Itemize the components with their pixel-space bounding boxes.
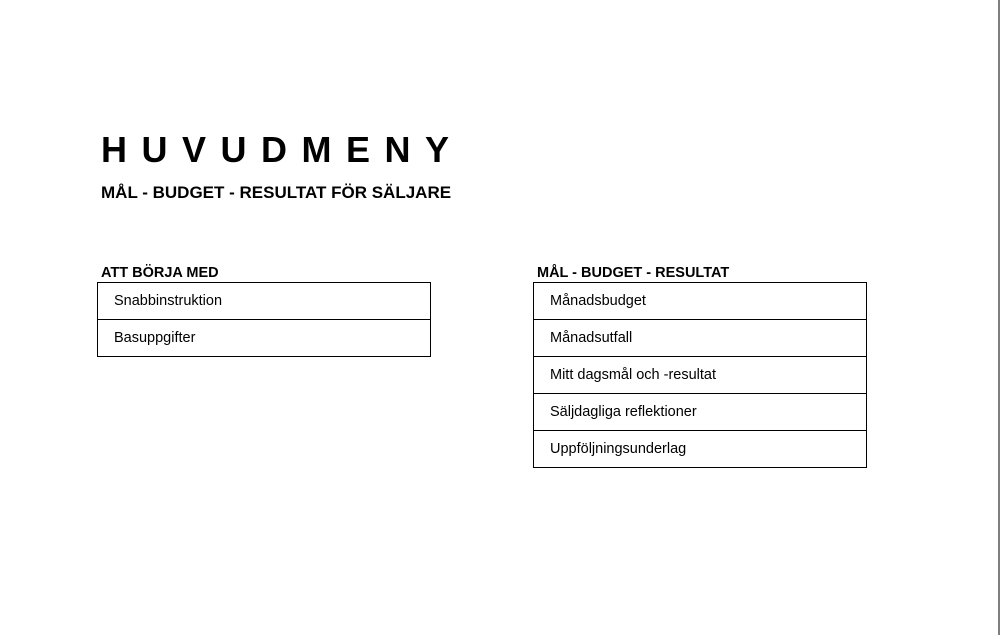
menu-item-mitt-dagsmal[interactable]: Mitt dagsmål och -resultat [534,356,866,393]
menu-item-manadsutfall[interactable]: Månadsutfall [534,319,866,356]
menu-list-getting-started [97,282,431,357]
section-goal-budget-result [533,264,867,468]
page-title: HUVUDMENY [101,129,464,170]
page-subtitle: MÅL - BUDGET - RESULTAT FÖR SÄLJARE [101,183,452,202]
menu-item-snabbinstruktion[interactable]: Snabbinstruktion [98,283,430,319]
section-heading-getting-started: ATT BÖRJA MED [101,265,219,281]
menu-item-manadsbudget[interactable]: Månadsbudget [534,283,866,319]
section-getting-started [97,264,431,357]
menu-item-saljdagliga-reflektioner[interactable]: Säljdagliga reflektioner [534,393,866,430]
section-heading-goal-budget-result: MÅL - BUDGET - RESULTAT [537,265,730,281]
menu-list-goal-budget-result [533,282,867,468]
menu-item-uppfoljningsunderlag[interactable]: Uppföljningsunderlag [534,430,866,467]
menu-item-basuppgifter[interactable]: Basuppgifter [98,319,430,356]
